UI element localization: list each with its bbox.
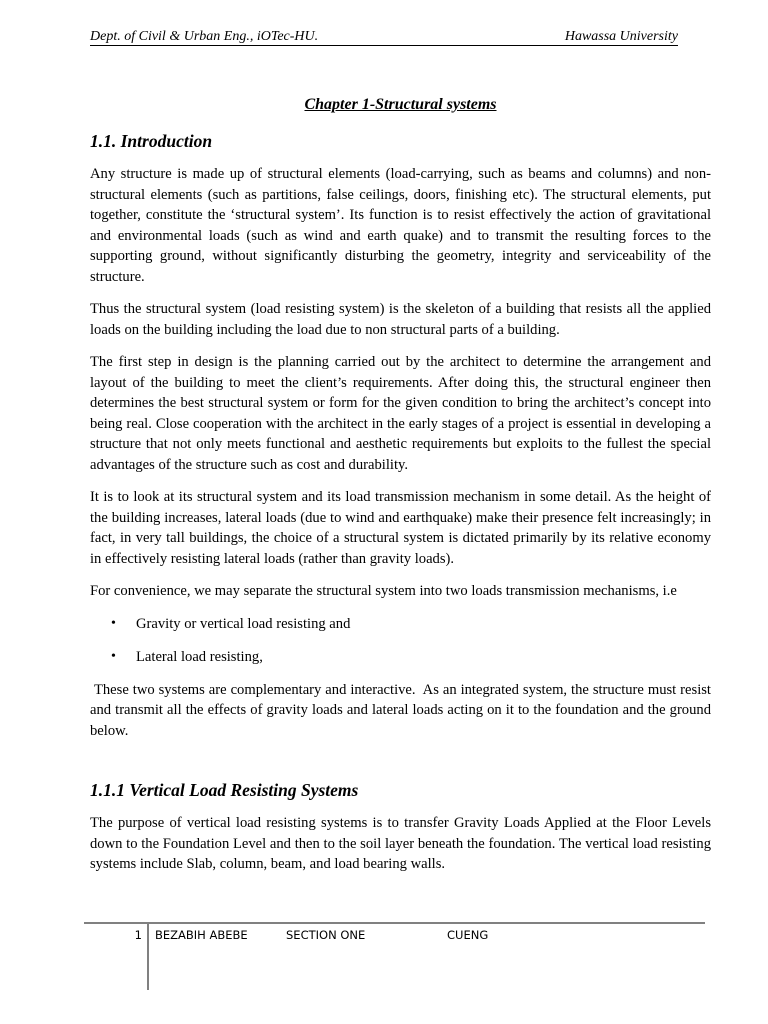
footer-vertical-divider	[147, 924, 149, 990]
bullet-list	[90, 614, 711, 668]
list-item	[90, 647, 711, 668]
bullet-icon: •	[111, 615, 116, 631]
footer-section: SECTION ONE	[286, 928, 366, 942]
section-heading: 1.1. Introduction	[90, 131, 213, 151]
paragraph: For convenience, we may separate the structural system into two loads transmission mechanisms, i.e	[90, 583, 677, 599]
chapter-title: Chapter 1-Structural systems	[304, 96, 497, 113]
header-university: Hawassa University	[564, 29, 678, 44]
footer-author: BEZABIH ABEBE	[155, 928, 248, 942]
paragraph: It is to look at its structural system and its load transmission mechanism in some detail. As the height of the building increases, lateral loads (due to wind and earthquake) make their presence felt increasingly; in fact, in very tall buildings, the choice of a structural system is dictated primarily by its relative economy in effectively resisting lateral loads (rather than gravity loads).	[90, 489, 711, 567]
page-header	[90, 28, 678, 46]
list-item-text: Gravity or vertical load resisting and	[136, 615, 351, 632]
list-item-text: Lateral load resisting,	[136, 648, 263, 665]
footer-divider	[84, 922, 705, 924]
list-item	[90, 614, 711, 635]
paragraph: The first step in design is the planning carried out by the architect to determine the arrangement and layout of the building to meet the client’s requirements. After doing this, the structural engineer then determines the best structural system or form for the given condition to bring the architect’s concept into being real. Close cooperation with the architect in the early stages of a project is essential in developing a structure that not only meets functional and aesthetic requirements but exploits to the fullest the special advantages of the structure such as cost and durability.	[90, 354, 711, 473]
page-number: 1	[134, 928, 142, 942]
paragraph: Thus the structural system (load resisting system) is the skeleton of a building that resists all the applied loads on the building including the load due to non structural parts of a building.	[90, 301, 711, 338]
subsection-heading: 1.1.1 Vertical Load Resisting Systems	[90, 780, 359, 800]
header-department: Dept. of Civil & Urban Eng., iOTec-HU.	[90, 29, 319, 44]
paragraph: The purpose of vertical load resisting systems is to transfer Gravity Loads Applied at the Floor Levels down to the Foundation Level and then to the soil layer beneath the foundation. The vertical load resisting systems include Slab, column, beam, and load bearing walls.	[90, 815, 711, 872]
document-body	[90, 92, 715, 887]
paragraph: These two systems are complementary and interactive. As an integrated system, the structure must resist and transmit all the effects of gravity loads and lateral loads acting on it to the foundation and the ground below.	[90, 681, 715, 739]
bullet-icon: •	[111, 648, 116, 664]
paragraph: Any structure is made up of structural elements (load-carrying, such as beams and columns) and non-structural elements (such as partitions, false ceilings, doors, finishing etc). The structural elements, put together, constitute the ‘structural system’. Its function is to resist effectively the action of gravitational and environmental loads (such as wind and earth quake) and to transmit the resulting forces to the supporting ground, without significantly disturbing the geometry, integrity and serviceability of the structure.	[90, 166, 711, 285]
footer-department: CUENG	[447, 928, 489, 942]
